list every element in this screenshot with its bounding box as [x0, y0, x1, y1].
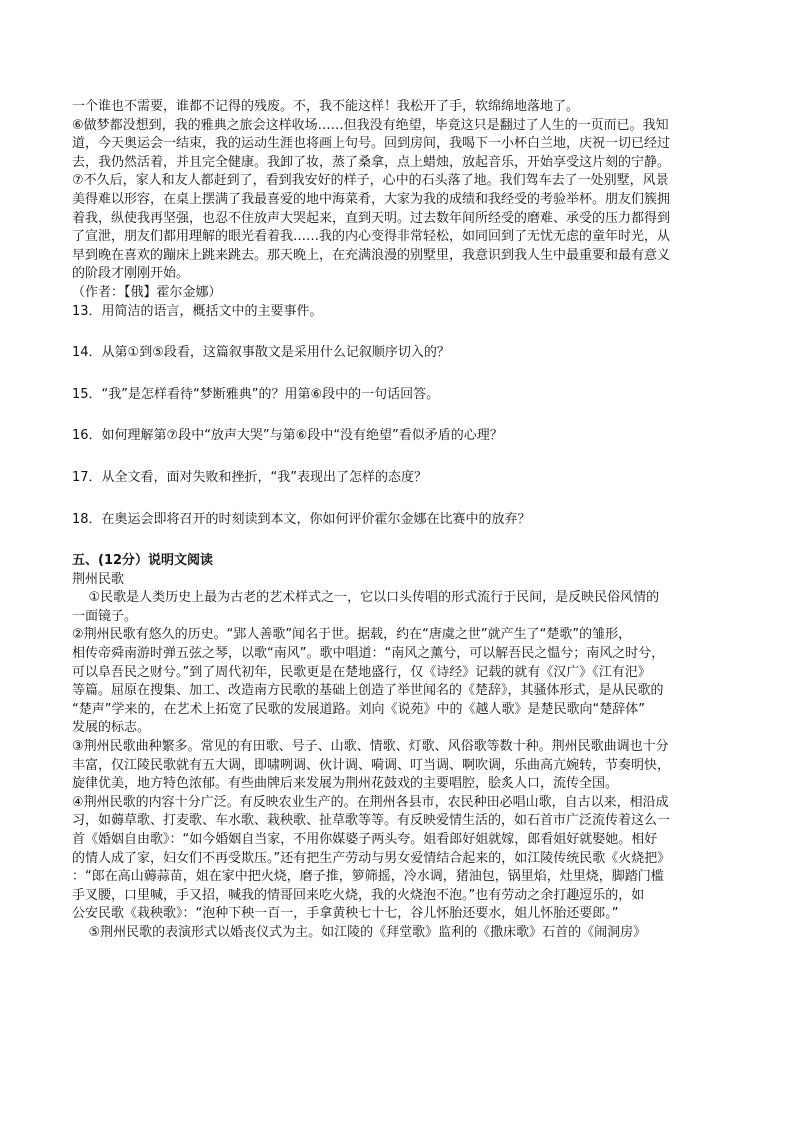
question-16: 16．如何理解第⑦段中“放声大哭”与第⑥段中“没有绝望”看似矛盾的心理？: [72, 428, 503, 444]
section-title: 五、(12分）说明文阅读: [72, 553, 214, 569]
question-18: 18．在奥运会即将召开的时刻读到本文，你如何评价霍尔金娜在比赛中的放弃？: [72, 511, 531, 527]
section-line: 首《婚姻自由歌》：“如今婚姻自当家，不用你媒婆子两头夸。姐看郎好姐就嫁，郎看姐好就娶她。相好: [72, 832, 658, 847]
question-17: 17．从全文看，面对失败和挫折，“我”表现出了怎样的态度？: [72, 469, 428, 485]
story-text: [72, 98, 722, 303]
section-line: ③荆州民歌曲种繁多。常见的有田歌、号子、山歌、情歌、灯歌、风俗歌等数十种。荆州民歌曲调也十分: [72, 739, 669, 755]
document-page: [72, 98, 722, 943]
story-line: 的阶段才刚刚开始。: [72, 266, 190, 282]
section-line: 旋律优美，地方特色浓郁。有些曲牌后来发展为荆州花鼓戏的主要唱腔，脍炙人口，流传全国。: [72, 776, 619, 792]
reading-section: [72, 552, 722, 942]
question-13: 13．用简洁的语言，概括文中的主要事件。: [72, 303, 323, 319]
question-list: [72, 303, 722, 530]
section-line: ①民歌是人类历史上最为古老的艺术样式之一，它以口头传唱的形式流行于民间，是反映民俗风情的: [72, 590, 660, 606]
section-subtitle: 荆州民歌: [72, 571, 125, 587]
section-line: ：“郎在高山薅蒜苗，姐在家中把火烧，磨子推，箩筛摇，冷水调，猪油包，锅里焰，灶里烧，脚踏门槛: [72, 869, 664, 885]
story-line: ⑦不久后，家人和友人都赶到了，看到我安好的样子，心中的石头落了地。我们驾车去了一处别墅，风景: [72, 173, 669, 189]
section-line: ④荆州民歌的内容十分广泛。有反映农业生产的。在荆州各县市，农民种田必唱山歌，自古以来，相沿成: [72, 794, 669, 810]
question-15: 15．“我”是怎样看待“梦断雅典”的？用第⑥段中的一句话回答。: [72, 386, 440, 402]
section-line: 相传帝舜南游时弹五弦之琴，以歌“南风”。歌中唱道：“南风之薰兮，可以解吾民之愠兮；南风之时兮，: [72, 646, 665, 662]
section-line: 丰富，仅江陵民歌就有五大调，即啸咧调、伙计调、嗬调、叮当调、啊吹调，乐曲高亢婉转，节奏明快，: [72, 757, 671, 773]
section-line: 一面镜子。: [72, 608, 138, 624]
story-line: 早到晚在喜欢的蹦床上跳来跳去。那天晚上，在充满浪漫的别墅里，我意识到我人生中最重要和最有意义: [72, 247, 671, 263]
question-14: 14．从第①到⑤段看，这篇叙事散文是采用什么记叙顺序切入的？: [72, 345, 450, 361]
story-line: 道，今天奥运会一结束，我的运动生涯也将画上句号。回到房间，我喝下一小杯白兰地，庆祝一切已经过: [72, 136, 671, 152]
story-line: ⑥做梦都没想到，我的雅典之旅会这样收场……但我没有绝望，毕竟这只是翻过了人生的一页而已。我知: [72, 117, 669, 133]
section-line: 公安民歌《栽秧歌》：“泡种下秧一百一，手拿黄秧七十七，谷儿怀胎还要水，姐儿怀胎还要郎。”: [72, 906, 619, 922]
author-line: （作者：【俄】霍尔金娜）: [72, 284, 222, 300]
section-line: 等篇。屈原在搜集、加工、改造南方民歌的基础上创造了举世闻名的《楚辞》，其骚体形式，是从民歌的: [72, 683, 664, 699]
story-line: 一个谁也不需要，谁都不记得的残废。不，我不能这样！我松开了手，软绵绵地落地了。: [72, 99, 580, 114]
section-line: “楚声”学来的，在艺术上拓宽了民歌的发展道路。刘向《说苑》中的《越人歌》是楚民歌向“楚辞体”: [72, 701, 645, 717]
story-line: 去，我仍然活着，并且完全健康。我卸了妆，蒸了桑拿，点上蜡烛，放起音乐，开始享受这片刻的宁静。: [72, 154, 671, 170]
story-line: 美得难以形容，在桌上摆满了我最喜爱的地中海菜肴，大家为我的成绩和我经受的考验举杯。朋友们簇拥: [72, 191, 671, 207]
section-line: ⑤荆州民歌的表演形式以婚丧仪式为主。如江陵的《拜堂歌》监利的《撒床歌》石首的《闹洞房》: [72, 924, 647, 940]
story-line: 了宣泄，朋友们都用理解的眼光看着我……我的内心变得非常轻松，如同回到了无忧无虑的童年时光，从: [72, 229, 671, 245]
section-line: 的情人成了家，妇女们不再受欺压。”还有把生产劳动与男女爱情结合起来的，如江陵传统民歌《火烧把》: [72, 850, 671, 866]
story-line: 着我，纵使我再坚强，也忍不住放声大哭起来，直到天明。过去数年间所经受的磨难、承受的压力都得到: [72, 210, 671, 226]
section-line: 手叉腰，口里喊，手又招，喊我的情哥回来吃火烧，我的火烧泡不泡。”也有劳动之余打趣逗乐的，如: [72, 887, 645, 903]
section-line: 可以阜吾民之财兮。”到了周代初年，民歌更是在楚地盛行，仅《诗经》记载的就有《汉广》《江有汜》: [72, 664, 651, 680]
section-line: 发展的标志。: [72, 720, 151, 736]
section-line: 习，如薅草歌、打麦歌、车水歌、栽秧歌、扯草歌等等。有反映爱情生活的，如石首市广泛流传着这么一: [72, 813, 671, 829]
section-line: ②荆州民歌有悠久的历史。“郢人善歌”闻名于世。据载，约在“唐虞之世”就产生了“楚歌”的雏形，: [72, 627, 632, 643]
